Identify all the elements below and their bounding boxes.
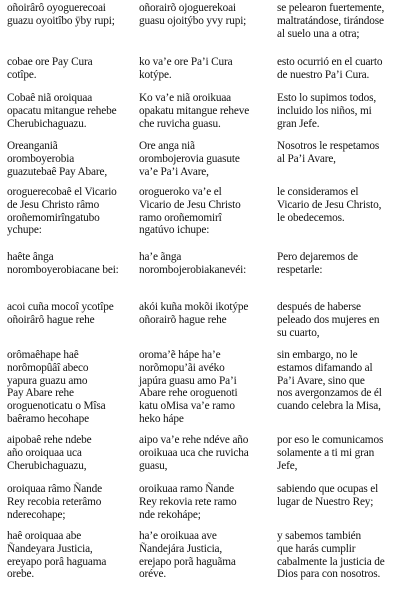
text-line: Vicario de Jesu Christo	[139, 198, 241, 211]
text-line: ha’e ãnga	[139, 251, 182, 263]
spanish-cell	[277, 349, 401, 413]
text-line: guazutebaê Pay Abare,	[7, 165, 108, 178]
guarani-modern-cell	[139, 251, 267, 277]
text-line: se pelearon fuertemente,	[277, 2, 385, 14]
text-line: oñorairõ ojoguerekoai	[139, 2, 236, 14]
spanish-cell	[277, 140, 401, 166]
text-line: que harás cumplir	[277, 542, 356, 555]
text-line: oroguenoticatu o Mîsa	[7, 400, 106, 413]
spanish-cell	[277, 2, 401, 40]
text-line: erejapo porã haguãma	[139, 555, 236, 568]
text-line: Rey rekovia rete ramo	[139, 495, 237, 508]
guarani-colonial-cell	[7, 140, 135, 178]
text-line: cuando celebra la Misa,	[277, 400, 381, 413]
text-line: Ñandeyara Justicia,	[7, 542, 93, 555]
text-line: kotýpe.	[139, 68, 172, 81]
text-line: sabiendo que ocupas el	[277, 483, 379, 495]
text-line: opakatu mitangue reheve	[139, 104, 250, 117]
text-line: heko hápe	[139, 412, 184, 425]
text-line: norõmopu’ãi avéko	[139, 361, 225, 374]
text-line: guasu,	[139, 459, 168, 472]
guarani-colonial-cell	[7, 530, 135, 581]
guarani-modern-cell	[139, 186, 267, 237]
text-line: norombojerobiakanevéi:	[139, 263, 247, 276]
text-line: oroguerecobaê el Vicario	[7, 186, 117, 198]
text-line: orebe.	[7, 568, 35, 581]
guarani-modern-cell	[139, 483, 267, 521]
text-line: katu oMisa va’e ramo	[139, 400, 235, 413]
text-line: esto ocurrió en el cuarto	[277, 56, 383, 68]
guarani-modern-cell	[139, 2, 267, 28]
text-line: japúra guasu amo Pa’i	[139, 374, 237, 387]
text-line: guazu oyoitîbo ÿby rupi;	[7, 14, 115, 27]
guarani-modern-cell	[139, 530, 267, 581]
text-line: Ore anga niã	[139, 140, 195, 152]
text-line: oroikuaa uca che ruvicha	[139, 446, 249, 459]
text-line: año oroiquaa uca	[7, 446, 82, 459]
text-line: oroikuaa ramo Ñande	[139, 483, 235, 495]
text-line: le obedecemos.	[277, 211, 345, 224]
text-line: al suelo una a otra;	[277, 27, 360, 40]
text-line: Ñandejára Justicia,	[139, 542, 223, 555]
text-line: oñoirârô oyoguerecoai	[7, 2, 106, 14]
text-line: Cherubichaguazu,	[7, 459, 87, 472]
text-line: va’e Pa’i Avare,	[139, 165, 209, 178]
guarani-colonial-cell	[7, 301, 135, 327]
text-line: opacatu mitangue rehebe	[7, 104, 117, 117]
text-line: guasu ojoitýbo yvy rupi;	[139, 14, 247, 27]
spanish-cell	[277, 251, 401, 277]
text-line: che ruvicha guasu.	[139, 117, 221, 130]
text-line: oréve.	[139, 568, 167, 581]
spanish-cell	[277, 301, 401, 339]
guarani-modern-cell	[139, 434, 267, 472]
text-line: oroiquaa râmo Ñande	[7, 483, 103, 495]
text-line: solamente a ti mi gran	[277, 446, 375, 459]
text-line: oromboyerobia	[7, 152, 75, 165]
text-line: estamos difamando al	[277, 361, 373, 374]
text-line: incluido los niños, mi	[277, 104, 372, 117]
text-line: ychupe:	[7, 224, 42, 237]
text-line: de Jesu Christo râmo	[7, 198, 100, 211]
text-line: akói kuña mokõi ikotýpe	[139, 301, 249, 313]
text-line: Esto lo supimos todos,	[277, 92, 377, 104]
text-line: lugar de Nuestro Rey;	[277, 495, 374, 508]
text-line: yapura guazu amo	[7, 374, 88, 387]
text-line: nde rekohápe;	[139, 508, 201, 521]
text-line: respetarle:	[277, 263, 323, 276]
guarani-modern-cell	[139, 349, 267, 426]
text-line: orombojerovia guasute	[139, 152, 240, 165]
text-line: baêramo hecohape	[7, 412, 89, 425]
text-line: peleado dos mujeres en	[277, 313, 380, 326]
text-line: sin embargo, no le	[277, 349, 358, 361]
spanish-cell	[277, 186, 401, 224]
text-line: Ko va’e niã oroikuaa	[139, 92, 232, 104]
text-line: Abare rehe oroguenoti	[139, 387, 238, 400]
text-line: ngatúvo ichupe:	[139, 224, 210, 237]
text-line: nderecohape;	[7, 508, 66, 521]
text-line: oroñemomirîngatubo	[7, 211, 100, 224]
text-line: Jefe,	[277, 459, 298, 472]
text-line: ramo oroñemomirî	[139, 211, 222, 224]
text-line: y sabemos también	[277, 530, 362, 542]
spanish-cell	[277, 56, 401, 82]
text-line: oñoirârô hague rehe	[7, 313, 95, 326]
text-line: Pa’i Avare, sino que	[277, 374, 365, 387]
text-line: orogueroko va’e el	[139, 186, 222, 198]
text-line: Dios para con nosotros.	[277, 568, 381, 581]
text-line: haê oroiquaa abe	[7, 530, 82, 542]
text-line: acoi cuña mocoî ycotîpe	[7, 301, 114, 313]
text-line: Rey recobia reterâmo	[7, 495, 102, 508]
guarani-colonial-cell	[7, 2, 135, 28]
text-line: cabalmente la justicia de	[277, 555, 385, 568]
spanish-cell	[277, 92, 401, 130]
text-line: después de haberse	[277, 301, 361, 313]
text-line: oñorairõ hague rehe	[139, 313, 227, 326]
text-line: noromboyerobiacane bei:	[7, 263, 119, 276]
text-line: nos avergonzamos de él	[277, 387, 382, 400]
guarani-modern-cell	[139, 140, 267, 178]
guarani-colonial-cell	[7, 434, 135, 472]
text-line: su cuarto,	[277, 326, 320, 339]
guarani-colonial-cell	[7, 186, 135, 237]
text-line: ko va’e ore Pa’i Cura	[139, 56, 233, 68]
text-line: Pay Abare rehe	[7, 387, 74, 400]
spanish-cell	[277, 483, 401, 509]
spanish-cell	[277, 434, 401, 472]
guarani-modern-cell	[139, 301, 267, 327]
text-line: haête ânga	[7, 251, 54, 263]
text-line: ha’e oroikuaa ave	[139, 530, 217, 542]
guarani-colonial-cell	[7, 251, 135, 277]
text-line: al Pa’i Avare,	[277, 152, 336, 165]
text-line: cobae ore Pay Cura	[7, 56, 93, 68]
guarani-modern-cell	[139, 56, 267, 82]
text-line: cotîpe.	[7, 68, 37, 81]
text-line: Cobaê niã oroiquaa	[7, 92, 93, 104]
text-line: orômaêhape haê	[7, 349, 79, 361]
guarani-colonial-cell	[7, 349, 135, 426]
text-line: Oreanganiã	[7, 140, 58, 152]
text-line: Nosotros le respetamos	[277, 140, 380, 152]
text-line: gran Jefe.	[277, 117, 320, 130]
guarani-colonial-cell	[7, 483, 135, 521]
text-line: Vicario de Jesu Christo,	[277, 198, 382, 211]
spanish-cell	[277, 530, 401, 581]
text-line: aipo va’e rehe ndéve año	[139, 434, 249, 446]
text-line: aipobaê rehe ndebe	[7, 434, 92, 446]
text-line: norômopûâî abeco	[7, 361, 89, 374]
guarani-colonial-cell	[7, 92, 135, 130]
text-line: le consideramos el	[277, 186, 359, 198]
text-line: Cherubichaguazu.	[7, 117, 87, 130]
guarani-colonial-cell	[7, 56, 135, 82]
text-line: maltratándose, tirándose	[277, 14, 384, 27]
text-line: por eso le comunicamos	[277, 434, 384, 446]
text-line: de nuestro Pa’i Cura.	[277, 68, 370, 81]
text-line: Pero dejaremos de	[277, 251, 358, 263]
text-line: oroma’ẽ hápe ha’e	[139, 349, 221, 361]
text-line: ereyapo porâ haguama	[7, 555, 107, 568]
guarani-modern-cell	[139, 92, 267, 130]
